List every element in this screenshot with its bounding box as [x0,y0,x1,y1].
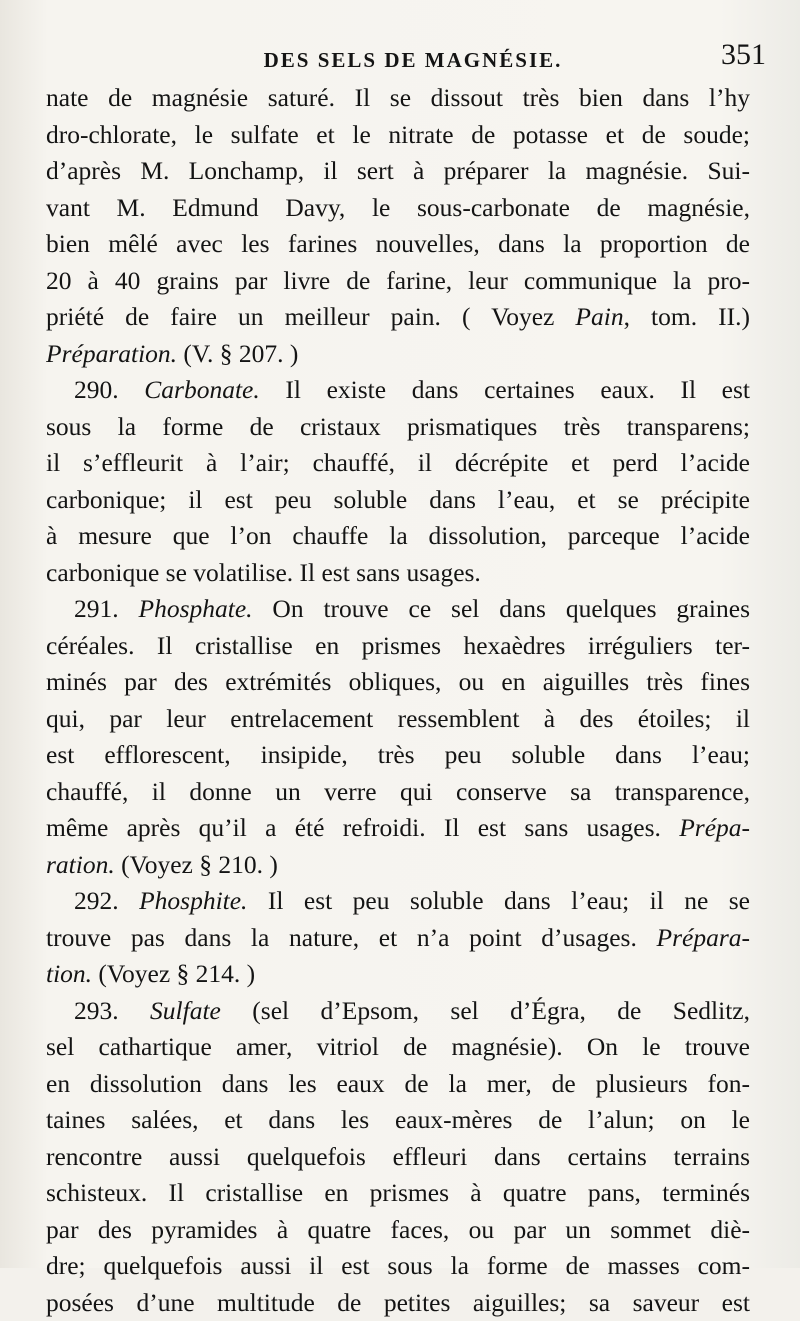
text-line: carbonique se volatilise. Il est sans usages. [46,555,750,592]
text-line: tion. (Voyez § 214. ) [46,956,750,993]
text-line: à mesure que l’on chauffe la dissolution, parceque l’acide [46,518,750,555]
text-line: en dissolution dans les eaux de la mer, de plusieurs fon- [46,1066,750,1103]
text-line: céréales. Il cristallise en prismes hexaèdres irréguliers ter- [46,628,750,665]
text-line: sous la forme de cristaux prismatiques très transparens; [46,409,750,446]
text-line: schisteux. Il cristallise en prismes à quatre pans, terminés [46,1175,750,1212]
text-line: ration. (Voyez § 210. ) [46,847,750,884]
text-line: vant M. Edmund Davy, le sous-carbonate de magnésie, [46,190,750,227]
page-number: 351 [721,38,766,72]
text-line: minés par des extrémités obliques, ou en aiguilles très fines [46,664,750,701]
text-line: chauffé, il donne un verre qui conserve sa transparence, [46,774,750,811]
text-line: bien mêlé avec les farines nouvelles, dans la proportion de [46,226,750,263]
text-line: Préparation. (V. § 207. ) [46,336,750,373]
text-line: qui, par leur entrelacement ressemblent à des étoiles; il [46,701,750,738]
running-head [44,38,782,78]
text-line: d’après M. Lonchamp, il sert à préparer la magnésie. Sui- [46,153,750,190]
text-line: par des pyramides à quatre faces, ou par un sommet diè- [46,1212,750,1249]
text-line: 293. Sulfate (sel d’Epsom, sel d’Égra, de Sedlitz, [46,993,750,1030]
text-line: taines salées, et dans les eaux-mères de l’alun; on le [46,1102,750,1139]
text-line: 290. Carbonate. Il existe dans certaines eaux. Il est [46,372,750,409]
text-line: 291. Phosphate. On trouve ce sel dans quelques graines [46,591,750,628]
text-line: même après qu’il a été refroidi. Il est sans usages. Prépa- [46,810,750,847]
text-line: rencontre aussi quelquefois effleuri dans certains terrains [46,1139,750,1176]
body-text [46,80,750,1321]
text-line: 292. Phosphite. Il est peu soluble dans l’eau; il ne se [46,883,750,920]
running-title: DES SELS DE MAGNÉSIE. [44,48,782,73]
text-line: dro-chlorate, le sulfate et le nitrate de potasse et de soude; [46,117,750,154]
text-line: nate de magnésie saturé. Il se dissout très bien dans l’hy [46,80,750,117]
text-line: trouve pas dans la nature, et n’a point d’usages. Prépara- [46,920,750,957]
text-line: priété de faire un meilleur pain. ( Voyez Pain, tom. II.) [46,299,750,336]
text-line: 20 à 40 grains par livre de farine, leur communique la pro- [46,263,750,300]
text-line: posées d’une multitude de petites aiguilles; sa saveur est [46,1285,750,1321]
text-line: est efflorescent, insipide, très peu soluble dans l’eau; [46,737,750,774]
text-line: sel cathartique amer, vitriol de magnésie). On le trouve [46,1029,750,1066]
text-line: il s’effleurit à l’air; chauffé, il décrépite et perd l’acide [46,445,750,482]
text-line: carbonique; il est peu soluble dans l’eau, et se précipite [46,482,750,519]
text-line: dre; quelquefois aussi il est sous la forme de masses com- [46,1248,750,1285]
